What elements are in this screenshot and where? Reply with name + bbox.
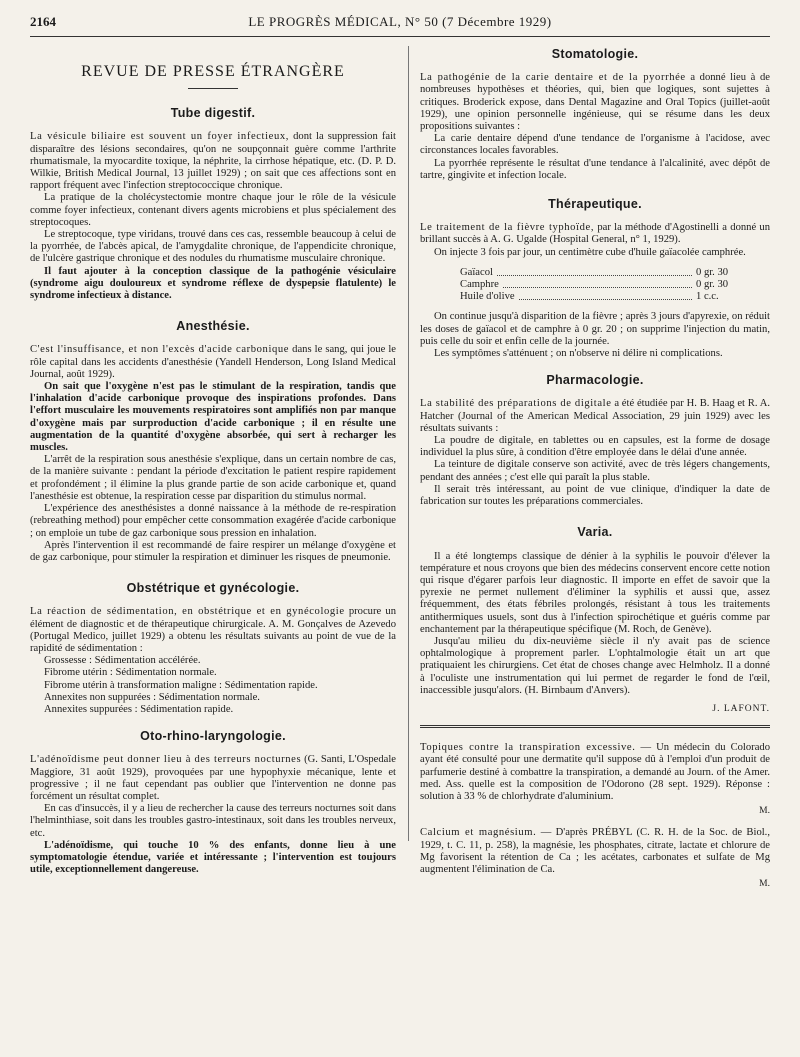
article-vesicule — [30, 131, 396, 192]
heading-tube-digestif: Tube digestif. — [170, 106, 256, 121]
article-lead-title: L'adénoïdisme peut donner lieu à des terreurs nocturnes — [30, 754, 302, 766]
formula-row — [420, 267, 770, 279]
note-calcium — [420, 827, 770, 876]
article-text: a donné lieu à de nombreuses hypothèses et théories, qui, bien que logiques, sont sujettes à critiques. Broderick expose, dans Dental Magazine and Oral Topics (juillet-août 1929), une opinion personnelle ingénieuse, qui se résume dans les deux propositions suivantes : — [420, 72, 770, 133]
heading-varia: Varia. — [577, 525, 613, 540]
article-text: par la méthode d'Agostinelli a donné un brillant succès à A. G. Ugalde (Hospital General, n° 1, 1929). — [420, 222, 771, 246]
article-text: a été étudiée par H. B. Haag et R. A. Hatcher (Journal of the American Medical Association, 29 juin 1929) avec les résultats suivants : — [420, 398, 771, 434]
paragraph: Il serait très intéressant, au point de vue clinique, d'indiquer la date de fabrication sur toutes les préparations commerciales. — [420, 483, 770, 508]
notes — [420, 742, 770, 890]
heading-anesthesie: Anesthésie. — [176, 319, 250, 334]
article-lead-title: La stabilité des préparations de digitale — [420, 398, 612, 410]
list-item: Fibrome utérin à transformation maligne : Sédimentation rapide. — [44, 679, 318, 691]
article-typhoide — [420, 222, 770, 246]
note-title: Calcium et magnésium. — [420, 827, 537, 839]
double-rule — [420, 725, 770, 734]
article-lead-title: Le traitement de la fièvre typhoïde, — [420, 222, 595, 234]
page-header — [30, 14, 770, 34]
article-text: dans le sang, qui joue le rôle capital dans les accidents d'anesthésie (Yandell Henderson, Long Island Medical Journal, août 1929). — [30, 344, 397, 380]
article-lead-title: La pathogénie de la carie dentaire et de la pyorrhée — [420, 72, 686, 84]
list-item: Annexites non suppurées : Sédimentation normale. — [44, 691, 260, 703]
paragraph: On continue jusqu'à disparition de la fièvre ; après 3 jours d'apyrexie, on réduit les doses de gaïacol et de camphre à 0 gr. 20 ; on supprime l'injection du matin, puis celle du soir et enfin celle de la journée. — [420, 311, 770, 347]
note-text: — D'après PRÉBYL (C. R. H. de la Soc. de Biol., 1929, t. C. 11, p. 258), la magnésie, les phosphates, citrate, lactate et chlorure de Mg favorisent la rétention de Ca ; les acétates, carbonates et sulfate de Mg augmentent l'élimination de Ca. — [420, 827, 770, 875]
paragraph: L'adénoïdisme, qui touche 10 % des enfants, donne lieu à une symptomatologie étendue, variée et intéressante ; l'intervention est toujours utile, exceptionnellement dangereuse. — [30, 839, 396, 876]
paragraph: Le streptocoque, type viridans, trouvé dans ces cas, ressemble beaucoup à celui de la pyorrhée, de l'abcès apical, de l'amygdalite chronique, de l'appendicite chronique, de l'ulcère gastrique chronique et des nodules du rhumatisme musculaire chronique. — [30, 229, 396, 265]
list-item: Annexites suppurées : Sédimentation rapide. — [44, 703, 234, 715]
paragraph: L'expérience des anesthésistes a donné naissance à la méthode de re-respiration (rebreathing method) pour empêcher cette consommation exagérée d'acide carbonique ; on emploie un tube de gaz carbonique sous pression en inhalation. — [30, 503, 396, 539]
section-title: REVUE DE PRESSE ÉTRANGÈRE — [81, 63, 345, 80]
article-text: (G. Santi, L'Ospedale Maggiore, 31 août 1929), provoquées par une hypophyxie mécanique, lente et progressive ; il ne faut cependant pas oublier que l'intervention ne donne pas forcément un résultat complet. — [30, 754, 396, 802]
formula-row — [420, 279, 770, 291]
note-text: — Un médecin du Colorado ayant été consulté pour une dermatite qu'il suppose dû à l'emploi d'un produit de parfumerie destiné à combattre la transpiration, a demandé au Journ. of the Amer. med. Ass. quelle est la composition de l'Odorono (28 sept. 1929). Réponse : solution à 33 % de chlorhydrate d'aluminium. — [420, 742, 770, 802]
heading-therapeutique: Thérapeutique. — [548, 197, 642, 212]
paragraph: L'arrêt de la respiration sous anesthésie s'explique, dans un certain nombre de cas, de la manière suivante : pendant la période d'excitation le patient respire rapidement et profondément ; il élimine la plus grande partie de son acide carbonique et, quand l'anesthésie est obtenue, la respiration cesse par disparition du stimulus normal. — [30, 454, 396, 502]
article-acide-carbonique — [30, 344, 396, 381]
heading-stomatologie: Stomatologie. — [551, 47, 639, 61]
paragraph: La pyorrhée représente le résultat d'une tendance à l'alcalinité, avec dépôt de tartre, gingivite et infection locale. — [420, 157, 770, 181]
paragraph: Jusqu'au milieu du dix-neuvième siècle il n'y avait pas de science ophtalmologique à proprement parler. L'ophtalmologie était un art que pratiquaient les chirurgiens. Cet état de choses change avec Helmholz. Il a donné à l'oculiste une instrumentation qui lui permet de regarder le fond de l'œil, inaccessible jusqu'alors. (H. Birnbaum d'Anvers). — [420, 635, 770, 696]
paragraph: Après l'intervention il est recommandé de faire respirer un mélange d'oxygène et de gaz carbonique, pour stimuler la respiration et diminuer les risques de pneumonie. — [30, 539, 396, 563]
amount: 0 gr. 30 — [696, 266, 729, 278]
ingredient: Huile d'olive — [460, 291, 515, 303]
running-head: LE PROGRÈS MÉDICAL, N° 50 (7 Décembre 1929) — [248, 14, 552, 29]
amount: 0 gr. 30 — [696, 279, 729, 291]
paragraph: Les symptômes s'atténuent ; on n'observe ni délire ni complications. — [434, 348, 723, 360]
page-number: 2164 — [30, 14, 56, 29]
paragraph: La carie dentaire dépend d'une tendance de l'organisme à l'acidose, avec circonstances locales favorables. — [420, 133, 770, 157]
article-sedimentation — [30, 606, 396, 655]
paragraph: Il faut ajouter à la conception classique de la pathogénie vésiculaire (syndrome aigu douloureux et syndrome réflexe de dyspepsie flatulente) le syndrome infectieux à distance. — [30, 265, 396, 302]
ingredient: Gaïacol — [460, 266, 493, 278]
author-signature: J. LAFONT. — [712, 703, 770, 714]
column-divider — [408, 46, 409, 841]
article-carie — [420, 72, 770, 133]
note-title: Topiques contre la transpiration excessive. — [420, 742, 636, 754]
amount: 1 c.c. — [696, 291, 719, 303]
header-rule — [30, 36, 770, 37]
formula-row — [420, 291, 770, 303]
paragraph: On injecte 3 fois par jour, un centimètre cube d'huile gaïacolée camphrée. — [434, 246, 746, 258]
article-adenoidisme — [30, 754, 396, 803]
list-item: Grossesse : Sédimentation accélérée. — [44, 655, 201, 667]
note-transpiration — [420, 742, 770, 803]
note-initial: M. — [759, 806, 770, 817]
paragraph: La pratique de la cholécystectomie montre chaque jour le rôle de la vésicule comme foyer infectieux, contenant divers agents microbiens et plus spécialement des streptocoques. — [30, 192, 396, 228]
paragraph: En cas d'insuccès, il y a lieu de rechercher la cause des terreurs nocturnes soit dans l'helminthiase, soit dans les troubles gastro-intestinaux, soit dans les troubles nerveux, etc. — [30, 803, 396, 839]
title-rule — [188, 88, 238, 89]
heading-obstetrique: Obstétrique et gynécologie. — [126, 581, 300, 596]
paragraph: La teinture de digitale conserve son activité, avec de très légers changements, pendant des années ; c'est elle qui paraît la plus stable. — [420, 459, 770, 483]
left-column — [30, 46, 396, 876]
note-initial: M. — [759, 879, 770, 890]
article-lead-title: La réaction de sédimentation, en obstétrique et en gynécologie — [30, 606, 345, 618]
article-lead-title: La vésicule biliaire est souvent un foyer infectieux, — [30, 131, 289, 143]
right-column — [420, 46, 770, 890]
article-text: procure un élément de diagnostic et de thérapeutique chirurgicale. A. M. Gonçalves de Azevedo (Portugal Medico, juillet 1929) a obtenu les résultats suivants au point de vue de la rapidité de sédimentation : — [30, 606, 396, 654]
heading-orl: Oto-rhino-laryngologie. — [140, 729, 286, 744]
paragraph: Il a été longtemps classique de dénier à la syphilis le pouvoir d'élever la température et nous croyons que bien des médecins conservent encore cette notion qui risque d'égarer parfois leur diagnostic. Il importe en effet de savoir que la pyrexie ne permet nullement d'éliminer la syphilis et aussi que, assez fréquemment, des états fébriles prolongés, résistant à tous les traitements antithermiques usuels, sont dus à l'infection spirochétique et guéris comme par enchantement par la thérapeutique spécifique (M. Roch, de Genève). — [420, 550, 770, 635]
formula — [420, 267, 770, 304]
paragraph: On sait que l'oxygène n'est pas le stimulant de la respiration, tandis que l'inhalation d'acide carbonique provoque des inspirations profondes. Dans l'effort musculaire les mouvements respiratoires sont amplifiés non par manque d'oxygène mais par surproduction d'acide carbonique ; il en résulte une augmentation de la quantité d'oxygène absorbée, qui sert à recharger les muscles. — [30, 381, 396, 454]
heading-pharmacologie: Pharmacologie. — [546, 373, 644, 388]
ingredient: Camphre — [460, 279, 499, 291]
paragraph: La poudre de digitale, en tablettes ou en capsules, est la forme de dosage individuel la plus sûre, à condition d'être employée dans le délai d'une année. — [420, 435, 770, 459]
article-lead-title: C'est l'insuffisance, et non l'excès d'acide carbonique — [30, 344, 290, 356]
article-text: dont la suppression fait disparaître des lésions secondaires, qu'on ne soupçonnait guère comme l'arthrite rhumatismale, la myocardite toxique, la néphrite, la cirrhose hépatique, etc. (D. P. D. Wilkie, British Medical Journal, 13 juillet 1929) ; on sait que ces affections sont en rapport fréquent avec l'infection streptococcique chronique. — [30, 131, 396, 192]
list-item: Fibrome utérin : Sédimentation normale. — [44, 667, 217, 679]
article-digitale — [420, 398, 770, 435]
